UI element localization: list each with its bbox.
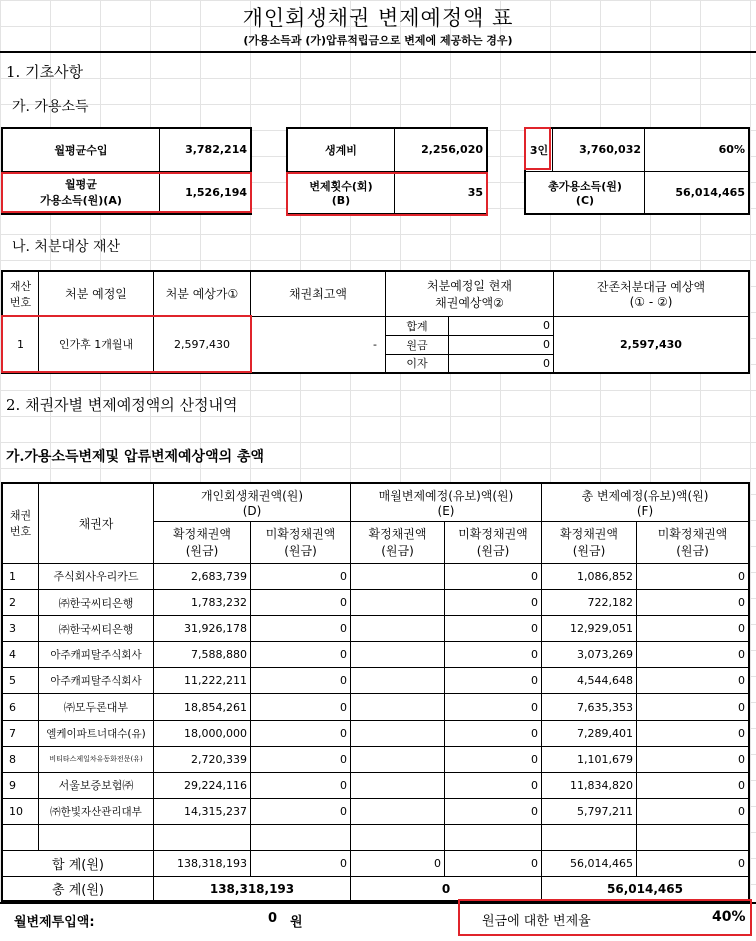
creditor-d-unconfirmed: 0 (251, 589, 351, 615)
creditor-name: 아주캐피탈주식회사 (39, 668, 154, 694)
creditor-name: ㈜모두론대부 (39, 694, 154, 720)
title-divider (0, 51, 756, 53)
creditor-no: 10 (2, 798, 39, 824)
footer-monthly-label: 월변제투입액: (14, 915, 95, 930)
disposal-table (1, 270, 750, 374)
total-e: 0 (351, 877, 542, 901)
disposal-row-no: 1 (2, 316, 39, 373)
table-row (2, 668, 749, 694)
table-row (2, 746, 749, 772)
table-row (2, 720, 749, 746)
disposal-header-price: 처분 예상가① (154, 271, 251, 316)
table-row (2, 798, 749, 824)
monthly-income-label: 월평균수입 (2, 128, 160, 171)
creditor-no: 3 (2, 616, 39, 642)
creditor-f-confirmed: 1,101,679 (542, 746, 637, 772)
creditor-e-unconfirmed: 0 (445, 668, 542, 694)
creditor-d-unconfirmed: 0 (251, 668, 351, 694)
subtotal-e1: 0 (351, 851, 445, 877)
creditor-f-unconfirmed: 0 (637, 720, 750, 746)
creditor-d-unconfirmed: 0 (251, 694, 351, 720)
monthly-income-value: 3,782,214 (160, 128, 252, 171)
disposal-row-max-claim: - (251, 316, 386, 373)
creditor-e-unconfirmed: 0 (445, 694, 542, 720)
total-row (2, 877, 749, 901)
creditor-f-confirmed: 7,289,401 (542, 720, 637, 746)
creditor-d-confirmed: 2,720,339 (154, 746, 251, 772)
creditor-f-confirmed: 5,797,211 (542, 798, 637, 824)
disposal-row-price: 2,597,430 (154, 316, 251, 373)
section2-sub-a: 가.가용소득변제및 압류변제예상액의 총액 (6, 449, 265, 465)
creditor-f-unconfirmed: 0 (637, 746, 750, 772)
living-cost-label: 생계비 (287, 128, 395, 171)
creditor-no: 4 (2, 642, 39, 668)
creditor-e-unconfirmed: 0 (445, 616, 542, 642)
disposal-row-remaining: 2,597,430 (554, 316, 750, 373)
blank-cell (445, 825, 542, 851)
creditor-name: 주식회사우리카드 (39, 563, 154, 589)
section1-title: 1. 기초사항 (6, 63, 84, 81)
household-size: 3인 (525, 128, 553, 171)
section2-title: 2. 채권자별 변제예정액의 산정내역 (6, 396, 238, 414)
creditor-header-d: 개인회생채권액(원) (D) (154, 483, 351, 521)
monthly-income-box (1, 127, 252, 215)
creditor-e-unconfirmed: 0 (445, 642, 542, 668)
creditor-e-confirmed (351, 642, 445, 668)
creditor-e-unconfirmed: 0 (445, 798, 542, 824)
subtotal-f2: 0 (637, 851, 750, 877)
creditor-d-unconfirmed: 0 (251, 642, 351, 668)
total-available-label: 총가용소득(원) (C) (525, 171, 645, 214)
living-cost-value: 2,256,020 (395, 128, 488, 171)
disposal-principal-label: 원금 (386, 335, 449, 354)
disposal-sum-label: 합계 (386, 316, 449, 335)
creditor-f-unconfirmed: 0 (637, 798, 750, 824)
disposal-interest-value: 0 (449, 354, 554, 373)
footer-rate-label: 원금에 대한 변제율 (482, 914, 591, 929)
creditor-f-unconfirmed: 0 (637, 616, 750, 642)
creditor-f-unconfirmed: 0 (637, 668, 750, 694)
disposal-principal-value: 0 (449, 335, 554, 354)
creditor-e-confirmed (351, 798, 445, 824)
creditor-d-unconfirmed: 0 (251, 798, 351, 824)
creditor-d-unconfirmed: 0 (251, 746, 351, 772)
creditor-d-confirmed: 18,000,000 (154, 720, 251, 746)
disposal-row-date: 인가후 1개월내 (39, 316, 154, 373)
blank-cell (39, 825, 154, 851)
total-label: 총 계(원) (2, 877, 154, 901)
creditor-f-unconfirmed: 0 (637, 694, 750, 720)
creditor-d-unconfirmed: 0 (251, 616, 351, 642)
subtotal-f1: 56,014,465 (542, 851, 637, 877)
creditor-header-e: 매월변제예정(유보)액(원) (E) (351, 483, 542, 521)
creditor-no: 1 (2, 563, 39, 589)
creditor-e-confirmed (351, 720, 445, 746)
available-income-label: 월평균 가용소득(원)(A) (2, 171, 160, 214)
creditor-e-confirmed (351, 694, 445, 720)
creditor-e-confirmed (351, 616, 445, 642)
table-row (2, 772, 749, 798)
blank-cell (351, 825, 445, 851)
creditor-d-unconfirmed: 0 (251, 563, 351, 589)
table-row (2, 694, 749, 720)
creditor-e-unconfirmed: 0 (445, 746, 542, 772)
creditor-header-d-unconfirmed: 미확정채권액 (원금) (251, 521, 351, 563)
creditor-f-confirmed: 7,635,353 (542, 694, 637, 720)
total-available-value: 56,014,465 (645, 171, 750, 214)
creditor-f-unconfirmed: 0 (637, 589, 750, 615)
creditor-f-confirmed: 3,073,269 (542, 642, 637, 668)
creditor-f-confirmed: 12,929,051 (542, 616, 637, 642)
creditor-e-unconfirmed: 0 (445, 589, 542, 615)
total-d: 138,318,193 (154, 877, 351, 901)
disposal-header-claim: 처분예정일 현재 채권예상액② (386, 271, 554, 316)
creditor-e-confirmed (351, 746, 445, 772)
creditor-e-confirmed (351, 668, 445, 694)
creditor-name: 아주캐피탈주식회사 (39, 642, 154, 668)
creditor-no: 9 (2, 772, 39, 798)
creditor-no: 2 (2, 589, 39, 615)
section1-sub-a: 가. 가용소득 (12, 99, 89, 115)
creditor-no: 8 (2, 746, 39, 772)
creditor-e-confirmed (351, 772, 445, 798)
blank-cell (2, 825, 39, 851)
table-row (2, 616, 749, 642)
disposal-header-remaining: 잔존처분대금 예상액 (① - ②) (554, 271, 750, 316)
creditor-e-unconfirmed: 0 (445, 772, 542, 798)
creditor-d-unconfirmed: 0 (251, 772, 351, 798)
creditor-table (1, 482, 750, 902)
creditor-header-name: 채권자 (39, 483, 154, 563)
creditor-e-confirmed (351, 589, 445, 615)
creditor-e-unconfirmed: 0 (445, 720, 542, 746)
blank-cell (154, 825, 251, 851)
creditor-e-unconfirmed: 0 (445, 563, 542, 589)
available-income-value: 1,526,194 (160, 171, 252, 214)
creditor-f-unconfirmed: 0 (637, 772, 750, 798)
blank-cell (637, 825, 750, 851)
page-subtitle: (가용소득과 (가)압류적립금으로 변제에 제공하는 경우) (243, 34, 513, 47)
subtotal-label: 합 계(원) (2, 851, 154, 877)
table-row (2, 642, 749, 668)
creditor-f-confirmed: 722,182 (542, 589, 637, 615)
creditor-d-confirmed: 11,222,211 (154, 668, 251, 694)
creditor-no: 5 (2, 668, 39, 694)
creditor-f-confirmed: 1,086,852 (542, 563, 637, 589)
household-amount: 3,760,032 (553, 128, 645, 171)
section1-sub-b: 나. 처분대상 재산 (12, 239, 121, 255)
table-row (2, 589, 749, 615)
creditor-f-unconfirmed: 0 (637, 642, 750, 668)
footer-monthly-unit: 원 (290, 915, 303, 930)
footer-monthly-value: 0 (268, 911, 278, 926)
repay-count-label: 변제횟수(회) (B) (287, 171, 395, 214)
creditor-header-f-unconfirmed: 미확정채권액 (원금) (637, 521, 750, 563)
creditor-header-d-confirmed: 확정채권액 (원금) (154, 521, 251, 563)
table-row (2, 563, 749, 589)
creditor-header-f-confirmed: 확정채권액 (원금) (542, 521, 637, 563)
disposal-header-max-claim: 채권최고액 (251, 271, 386, 316)
creditor-d-unconfirmed: 0 (251, 720, 351, 746)
blank-cell (542, 825, 637, 851)
creditor-d-confirmed: 14,315,237 (154, 798, 251, 824)
creditor-name: ㈜한국씨티은행 (39, 589, 154, 615)
subtotal-row (2, 851, 749, 877)
creditor-d-confirmed: 1,783,232 (154, 589, 251, 615)
blank-cell (251, 825, 351, 851)
page-title: 개인회생채권 변제예정액 표 (242, 6, 514, 30)
disposal-interest-label: 이자 (386, 354, 449, 373)
creditor-name: ㈜한빛자산관리대부 (39, 798, 154, 824)
total-f: 56,014,465 (542, 877, 750, 901)
creditor-d-confirmed: 18,854,261 (154, 694, 251, 720)
creditor-d-confirmed: 7,588,880 (154, 642, 251, 668)
footer-bar (0, 902, 756, 941)
footer-rate-value: 40% (712, 909, 746, 925)
creditor-e-confirmed (351, 563, 445, 589)
total-available-box (524, 127, 750, 215)
disposal-header-date: 처분 예정일 (39, 271, 154, 316)
creditor-d-confirmed: 31,926,178 (154, 616, 251, 642)
creditor-f-unconfirmed: 0 (637, 563, 750, 589)
subtotal-d1: 138,318,193 (154, 851, 251, 877)
household-percent: 60% (645, 128, 750, 171)
creditor-f-confirmed: 11,834,820 (542, 772, 637, 798)
creditor-header-f: 총 변제예정(유보)액(원) (F) (542, 483, 750, 521)
creditor-d-confirmed: 2,683,739 (154, 563, 251, 589)
creditor-name: 비티타스제일차유동화전문(유) (39, 746, 154, 772)
creditor-f-confirmed: 4,544,648 (542, 668, 637, 694)
creditor-no: 6 (2, 694, 39, 720)
creditor-header-e-unconfirmed: 미확정채권액 (원금) (445, 521, 542, 563)
creditor-header-no: 채권 번호 (2, 483, 39, 563)
disposal-header-no: 재산 번호 (2, 271, 39, 316)
disposal-sum-value: 0 (449, 316, 554, 335)
creditor-no: 7 (2, 720, 39, 746)
living-cost-box (286, 127, 488, 215)
creditor-name: ㈜한국씨티은행 (39, 616, 154, 642)
repay-count-value: 35 (395, 171, 488, 214)
creditor-d-confirmed: 29,224,116 (154, 772, 251, 798)
creditor-name: 엘케이파트너대수(유) (39, 720, 154, 746)
creditor-header-e-confirmed: 확정채권액 (원금) (351, 521, 445, 563)
subtotal-d2: 0 (251, 851, 351, 877)
creditor-name: 서울보증보험㈜ (39, 772, 154, 798)
subtotal-e2: 0 (445, 851, 542, 877)
blank-row (2, 825, 749, 851)
